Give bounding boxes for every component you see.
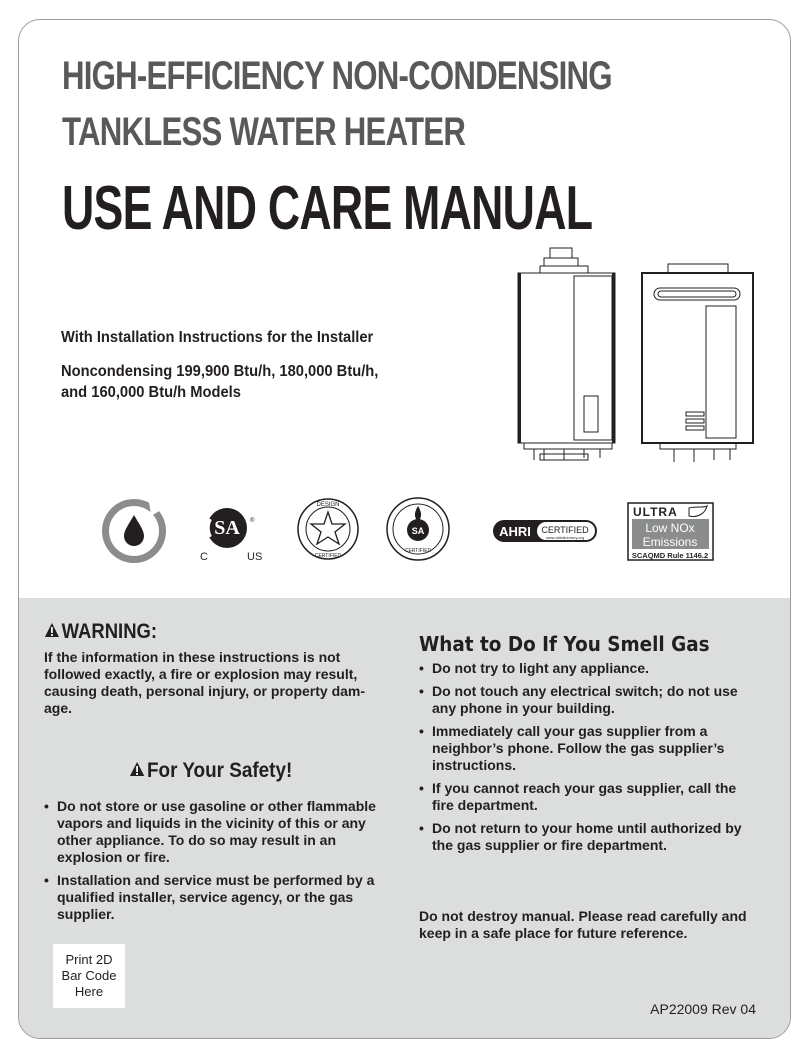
list-item: • Installation and service must be performed by a qualified installer, service agency, or the gas supplier.: [44, 872, 389, 923]
csa-logo: [189, 498, 271, 564]
ultra-rule: SCAQMD Rule 1146.2: [631, 551, 709, 560]
list-item: • Immediately call your gas supplier from a neighbor’s phone. Follow the gas supplier’s instructions.: [419, 723, 759, 774]
list-item: • If you cannot reach your gas supplier, call the fire department.: [419, 780, 759, 814]
safety-section: [19, 598, 790, 1038]
smell-gas-heading: [419, 632, 710, 656]
list-item: • Do not return to your home until authorized by the gas supplier or fire department.: [419, 820, 759, 854]
certification-logos: [19, 496, 790, 596]
title-line-1: HIGH-EFFICIENCY NON-CONDENSING: [62, 54, 612, 98]
ultra-emissions: Emissions: [642, 535, 698, 549]
keep-manual-text: Do not destroy manual. Please read carefully and keep in a safe place for future reference.: [419, 908, 747, 941]
title-line-2: TANKLESS WATER HEATER: [62, 110, 466, 154]
warning-paragraph: If the information in these instructions is not followed exactly, a fire or explosion may result, causing death, personal injury, or property dam-age.: [44, 649, 366, 716]
barcode-line-1: Print 2D: [65, 952, 113, 967]
ultra-title: ULTRA: [633, 505, 678, 519]
smell-gas-heading-text: What to Do If You Smell Gas: [419, 632, 710, 656]
document-id: AP22009 Rev 04: [650, 1001, 756, 1017]
ahri-url-text: www.ahridirectory.org: [545, 535, 585, 540]
installation-subtitle: With Installation Instructions for the Installer: [61, 329, 374, 346]
water-heater-side-illustration: [514, 246, 619, 466]
safety-heading-text: For Your Safety!: [147, 759, 293, 782]
warning-heading-text: WARNING:: [61, 620, 158, 643]
design-certified-seal: [295, 496, 361, 562]
warning-text: [44, 649, 384, 717]
efficiency-drop-logo: [99, 496, 169, 566]
warning-triangle-icon: [44, 622, 60, 638]
list-item: • Do not store or use gasoline or other flammable vapors and liquids in the vicinity of this or any other appliance. To do so may result in an explosion or fire.: [44, 798, 389, 866]
ahri-certified-logo: [493, 518, 599, 544]
seal-certified-text: CERTIFIED: [314, 553, 342, 559]
ahri-label: AHRI: [499, 524, 531, 539]
smell-gas-list: [419, 660, 759, 860]
badge-certified-text: CERTIFIED: [404, 548, 432, 554]
barcode-line-3: Here: [74, 984, 104, 999]
ahri-certified-text: CERTIFIED: [541, 525, 589, 535]
seal-design-text: DESIGN: [316, 502, 340, 508]
safety-list: [44, 798, 389, 929]
manual-cover: [18, 19, 791, 1039]
barcode-line-2: Bar Code: [61, 968, 117, 983]
certified-flame-badge: [385, 496, 451, 562]
models-line-2: and 160,000 Btu/h Models: [61, 384, 241, 401]
ultra-low-nox-badge: [627, 502, 715, 562]
svg-text:®: ®: [250, 518, 255, 524]
models-line-1: Noncondensing 199,900 Btu/h, 180,000 Btu/h,: [61, 363, 379, 380]
manual-title: USE AND CARE MANUAL: [62, 174, 593, 243]
list-item: • Do not touch any electrical switch; do not use any phone in your building.: [419, 683, 759, 717]
svg-text:SA: SA: [214, 517, 240, 539]
ultra-low-nox: Low NOx: [645, 521, 695, 535]
keep-manual-note: [419, 908, 764, 942]
list-item: • Do not try to light any appliance.: [419, 660, 759, 677]
water-heater-front-illustration: [640, 262, 755, 467]
csa-c-label: C: [200, 551, 208, 563]
csa-us-label: US: [247, 551, 263, 563]
safety-heading: [129, 759, 292, 783]
svg-text:SA: SA: [411, 526, 425, 536]
warning-triangle-icon: [129, 761, 145, 777]
warning-heading: [44, 620, 157, 644]
barcode-placeholder: [53, 944, 125, 1008]
